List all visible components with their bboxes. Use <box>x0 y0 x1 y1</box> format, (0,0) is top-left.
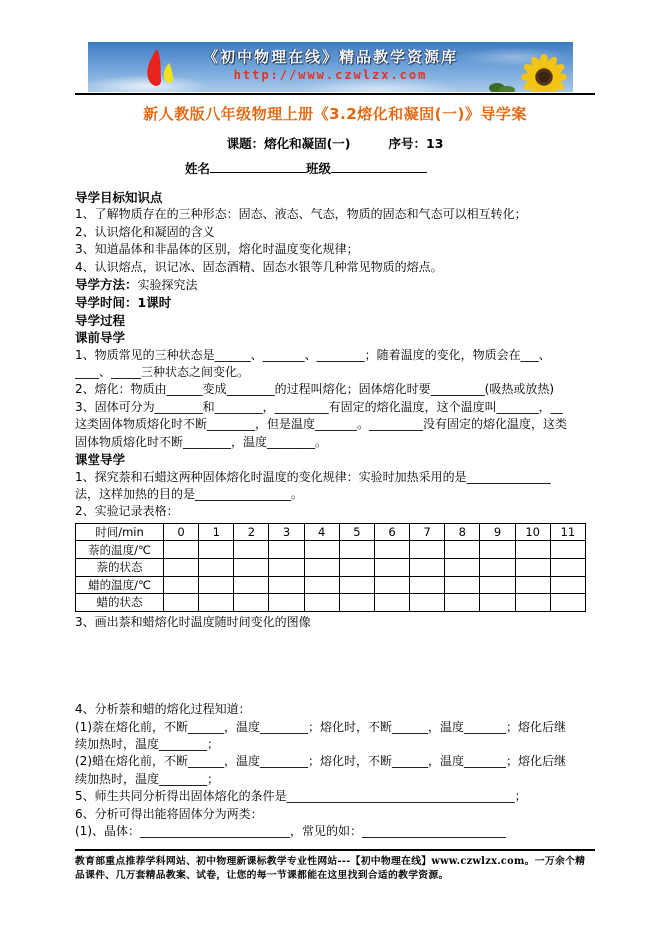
page-title: 新人教版八年级物理上册《3.2熔化和凝固(一)》导学案 <box>143 105 527 123</box>
table-empty-cell <box>445 594 480 612</box>
inclass-q6-line: 6、分析可得出能将固体分为两类： <box>75 806 263 821</box>
table-empty-cell <box>374 541 409 559</box>
inclass-q1-line: 1、探究萘和石蜡这两种固体熔化时温度的变化规律：实验时加热采用的是______________ <box>75 469 551 484</box>
table-empty-cell <box>480 541 515 559</box>
inclass-q2-line: 2、实验记录表格： <box>75 504 179 519</box>
site-banner <box>88 42 573 92</box>
table-empty-cell <box>339 541 374 559</box>
inclass-q4-sub: (1)萘在熔化前，不断______，温度________；熔化时，不断______，温度_______；熔化后继 <box>75 719 567 734</box>
table-header-cell: 1 <box>199 523 234 541</box>
table-empty-cell <box>410 558 445 576</box>
inclass-q3-line: 3、画出萘和蜡熔化时温度随时间变化的图像 <box>75 614 311 629</box>
table-empty-cell <box>199 541 234 559</box>
table-empty-cell <box>164 558 199 576</box>
table-header-cell: 8 <box>445 523 480 541</box>
inclass-q4-line: 4、分析萘和蜡的熔化过程知道： <box>75 702 251 717</box>
lesson-subtitle-row <box>75 134 595 152</box>
table-header-cell: 6 <box>374 523 409 541</box>
goal-item: 2、认识熔化和凝固的含义 <box>75 224 215 239</box>
name-class-row <box>185 159 595 177</box>
table-empty-cell <box>164 576 199 594</box>
inclass-q4-sub: (2)蜡在熔化前，不断______，温度________；熔化时，不断______，温度_______；熔化后继 <box>75 754 567 769</box>
method-value: 实验探究法 <box>137 278 198 293</box>
table-empty-cell <box>199 594 234 612</box>
table-empty-cell <box>304 576 339 594</box>
table-header-cell: 5 <box>339 523 374 541</box>
table-header-cell: 10 <box>515 523 550 541</box>
table-header-cell: 0 <box>164 523 199 541</box>
table-header-cell: 9 <box>480 523 515 541</box>
table-row-label: 蜡的温度/℃ <box>76 576 164 594</box>
goal-item: 1、了解物质存在的三种形态：固态、液态、气态，物质的固态和气态可以相互转化； <box>75 207 527 222</box>
table-empty-cell <box>269 558 304 576</box>
table-empty-cell <box>374 594 409 612</box>
table-empty-cell <box>269 576 304 594</box>
table-empty-cell <box>550 558 585 576</box>
table-empty-cell <box>304 594 339 612</box>
table-empty-cell <box>445 558 480 576</box>
table-empty-cell <box>515 594 550 612</box>
banner-site-url: http://www.czwlzx.com <box>233 68 428 82</box>
table-header-cell: 2 <box>234 523 269 541</box>
goals-heading: 导学目标知识点 <box>75 190 163 205</box>
lesson-label: 课题：熔化和凝固(一) <box>226 136 351 151</box>
table-header-cell: 时间/min <box>76 523 164 541</box>
table-empty-cell <box>480 576 515 594</box>
goal-item: 4、认识熔点，识记冰、固态酒精、固态水银等几种常见物质的熔点。 <box>75 259 443 274</box>
inclass-q6-sub: (1)、晶体：_________________________，常见的如：________________________ <box>75 823 506 838</box>
method-label: 导学方法： <box>75 277 138 293</box>
method-line <box>75 276 595 294</box>
table-empty-cell <box>410 576 445 594</box>
table-empty-cell <box>445 576 480 594</box>
table-empty-cell <box>445 541 480 559</box>
table-row-label: 萘的温度/℃ <box>76 541 164 559</box>
goal-item: 3、知道晶体和非晶体的区别，熔化时温度变化规律； <box>75 242 359 257</box>
table-empty-cell <box>410 541 445 559</box>
table-empty-cell <box>199 576 234 594</box>
table-empty-cell <box>374 576 409 594</box>
table-empty-cell <box>550 541 585 559</box>
table-empty-cell <box>515 576 550 594</box>
inclass-heading: 课堂导学 <box>75 452 126 468</box>
table-empty-cell <box>480 558 515 576</box>
table-empty-cell <box>269 541 304 559</box>
table-empty-cell <box>234 576 269 594</box>
table-empty-cell <box>234 594 269 612</box>
table-empty-cell <box>339 558 374 576</box>
page-footer <box>75 849 595 883</box>
table-header-cell: 4 <box>304 523 339 541</box>
preclass-line: ____、_____三种状态之间变化。 <box>75 365 250 380</box>
name-label: 姓名 <box>185 161 211 176</box>
table-empty-cell <box>234 558 269 576</box>
table-empty-cell <box>304 558 339 576</box>
footer-promo-text: 教育部重点推荐学科网站、初中物理新课标教学专业性网站---【初中物理在线】www.czwlzx.com。一万余个精品课件、几万套精品教案、试卷，让您的每一节课都能在这里找到合适的教学资源。 <box>75 856 586 881</box>
process-heading: 导学过程 <box>75 312 126 328</box>
preclass-line: 这类固体物质熔化时不断________，但是温度_______。_________没有固定的熔化温度，这类 <box>75 417 568 432</box>
table-header-cell: 3 <box>269 523 304 541</box>
sunflower-icon <box>515 54 573 92</box>
inclass-q4-sub: 续加热时，温度________； <box>75 771 220 786</box>
preclass-line: 固体物质熔化时不断________，温度________。 <box>75 434 328 449</box>
table-empty-cell <box>234 541 269 559</box>
table-empty-cell <box>339 576 374 594</box>
serial-label: 序号：13 <box>388 136 444 151</box>
table-empty-cell <box>480 594 515 612</box>
time-line: 导学时间：1课时 <box>75 295 172 311</box>
graph-drawing-area <box>75 631 595 701</box>
name-blank-field <box>210 159 306 173</box>
table-empty-cell <box>410 594 445 612</box>
preclass-line: 1、物质常见的三种状态是______、_______、________；随着温度的变化，物质会在___、 <box>75 347 551 362</box>
table-header-cell: 11 <box>550 523 585 541</box>
preclass-line: 2、熔化：物质由______变成________的过程叫熔化；固体熔化时要_________(吸热或放热) <box>75 382 555 397</box>
table-empty-cell <box>550 576 585 594</box>
table-empty-cell <box>515 541 550 559</box>
table-empty-cell <box>374 558 409 576</box>
banner-site-title: 《初中物理在线》精品教学资源库 <box>202 48 458 66</box>
table-header-cell: 7 <box>410 523 445 541</box>
table-empty-cell <box>515 558 550 576</box>
inclass-q1-line: 法，这样加热的目的是________________。 <box>75 486 304 501</box>
table-empty-cell <box>550 594 585 612</box>
experiment-table <box>75 523 586 612</box>
foliage-icon <box>489 78 515 92</box>
table-empty-cell <box>164 594 199 612</box>
table-row-label: 萘的状态 <box>76 558 164 576</box>
class-label: 班级 <box>306 161 332 176</box>
table-empty-cell <box>339 594 374 612</box>
preclass-line: 3、固体可分为________和________，_________有固定的熔化温度，这个温度叫_______，__ <box>75 399 563 414</box>
table-row-label: 蜡的状态 <box>76 594 164 612</box>
preclass-heading: 课前导学 <box>75 330 126 346</box>
table-empty-cell <box>164 541 199 559</box>
header-divider <box>75 93 595 95</box>
table-empty-cell <box>304 541 339 559</box>
class-blank-field <box>331 159 427 173</box>
inclass-q4-sub: 续加热时，温度________； <box>75 736 220 751</box>
table-empty-cell <box>269 594 304 612</box>
table-empty-cell <box>199 558 234 576</box>
inclass-q5-line: 5、师生共同分析得出固体熔化的条件是______________________________________； <box>75 789 527 804</box>
worksheet-body <box>75 100 595 840</box>
